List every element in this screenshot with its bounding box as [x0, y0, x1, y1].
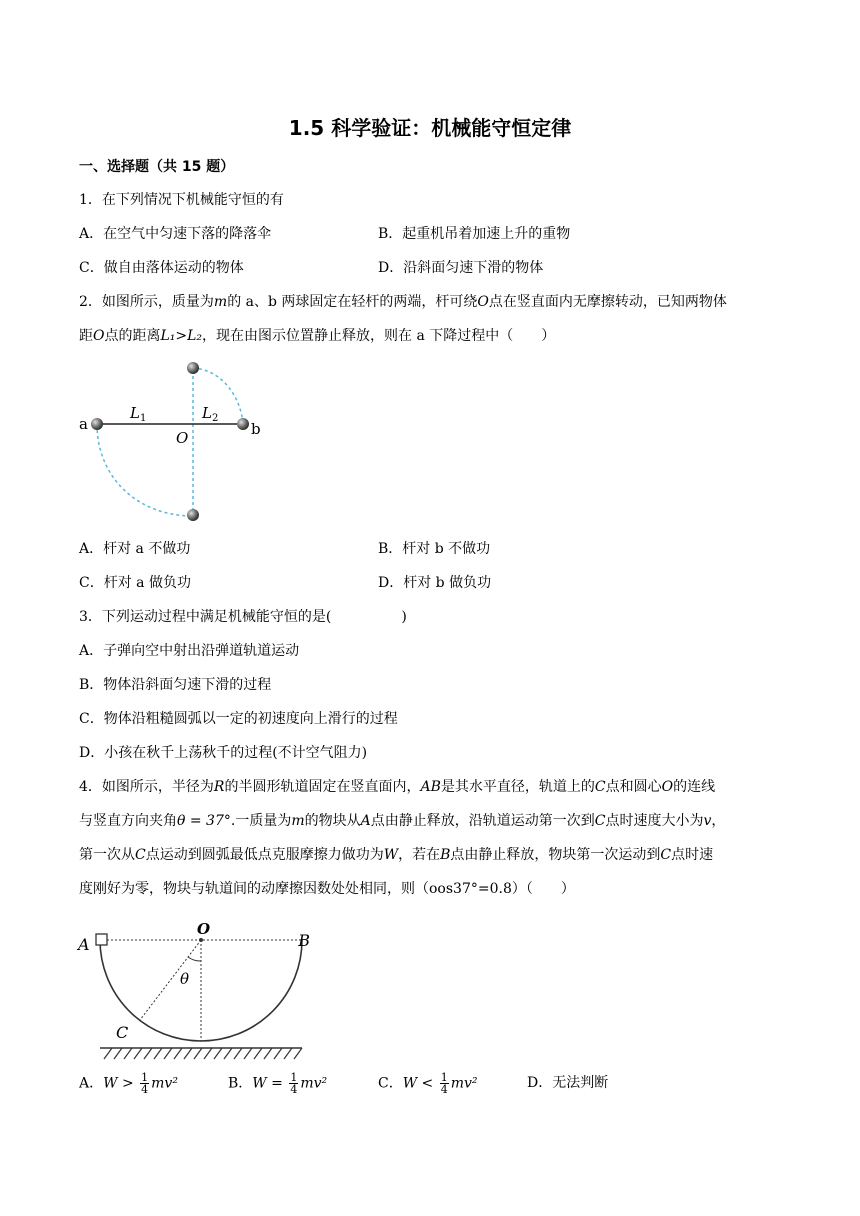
text: 的半圆形轨道固定在竖直面内， — [224, 779, 421, 795]
text: 点的距离 — [104, 328, 161, 344]
question-2-stem-line-2 — [79, 326, 555, 346]
question-3-option-a: A．子弹向空中射出沿弹道轨道运动 — [79, 643, 300, 659]
section-heading: 一、选择题（共 15 题） — [79, 159, 235, 175]
label-L1-sub: 1 — [139, 413, 147, 424]
text: 距 — [79, 328, 93, 344]
text: 点由静止释放，物块第一次运动到 — [450, 847, 661, 863]
inequality: L₁>L₂ — [160, 328, 203, 344]
text: 点由静止释放，沿轨道运动第一次到 — [370, 813, 595, 829]
question-1-option-c: C．做自由落体运动的物体 — [79, 260, 244, 276]
question-1-stem: 1．在下列情况下机械能守恒的有 — [79, 192, 284, 208]
var-AB: AB — [420, 779, 441, 795]
var-R: R — [213, 779, 225, 795]
text: 点时速 — [671, 847, 714, 863]
label-L2-sub: 2 — [211, 413, 219, 424]
question-2-option-d: D．杆对 b 做负功 — [378, 575, 492, 591]
var-O: O — [661, 779, 674, 795]
text: 点在竖直面内无摩擦转动，已知两物体 — [488, 294, 727, 310]
fraction-denominator: 4 — [141, 1083, 149, 1096]
fraction-denominator: 4 — [440, 1083, 448, 1096]
question-3-option-d: D．小孩在秋千上荡秋千的过程(不计空气阻力) — [79, 745, 368, 761]
ball-b — [237, 418, 249, 430]
question-2-option-a: A．杆对 a 不做功 — [79, 541, 191, 557]
text: 点和圆心 — [605, 779, 662, 795]
var-m: m — [291, 813, 305, 829]
option-prefix: C． — [378, 1075, 403, 1092]
label-C: C — [116, 1023, 129, 1042]
question-2-option-c: C．杆对 a 做负功 — [79, 575, 191, 591]
var-C: C — [135, 847, 146, 863]
question-3-option-b: B．物体沿斜面匀速下滑的过程 — [79, 677, 272, 693]
question-1-option-d: D．沿斜面匀速下滑的物体 — [378, 260, 544, 276]
operator: > — [117, 1075, 139, 1092]
radius-to-c — [140, 940, 201, 1020]
fraction-numerator: 1 — [290, 1071, 298, 1084]
text: ，现在由图示位置静止释放，则在 a 下降过程中（ ） — [202, 328, 556, 344]
fraction — [140, 1072, 149, 1095]
angle-expr: θ = 37° — [177, 813, 231, 829]
label-b: b — [251, 420, 261, 438]
question-2-option-b: B．杆对 b 不做功 — [378, 541, 491, 557]
question-4-stem-line-3 — [79, 845, 713, 865]
fraction — [440, 1072, 449, 1095]
text: 2．如图所示，质量为 — [79, 294, 214, 310]
text: ， — [711, 813, 726, 829]
var-W: W — [383, 847, 399, 863]
mv-squared: mv² — [151, 1075, 178, 1092]
ball-bottom — [187, 509, 199, 521]
center-dot — [199, 938, 203, 942]
text: .一质量为 — [230, 813, 292, 829]
label-L2-main: L — [202, 404, 212, 422]
option-prefix: A． — [79, 1075, 104, 1092]
ground-hatching — [104, 1048, 302, 1059]
var-m: m — [213, 294, 228, 310]
text: 的 a、b 两球固定在轻杆的两端，杆可绕 — [227, 294, 478, 310]
ball-a — [91, 418, 103, 430]
question-2-figure — [78, 358, 278, 528]
block — [96, 934, 107, 945]
question-1-option-a: A．在空气中匀速下落的降落伞 — [79, 226, 272, 242]
label-L1-main: L — [130, 404, 140, 422]
var-W: W — [103, 1075, 118, 1092]
question-2-stem-line-1 — [79, 292, 727, 312]
question-3-option-c: C．物体沿粗糙圆弧以一定的初速度向上滑行的过程 — [79, 711, 398, 727]
var-B: B — [440, 847, 451, 863]
var-W: W — [252, 1075, 267, 1092]
mv-squared: mv² — [300, 1075, 328, 1092]
question-4-option-a — [79, 1072, 178, 1095]
question-4-option-d: D．无法判断 — [527, 1075, 609, 1091]
text: 的物块从 — [304, 813, 361, 829]
var-A: A — [360, 813, 371, 829]
var-W: W — [402, 1075, 418, 1092]
option-prefix: B． — [228, 1075, 253, 1092]
text: 的连线 — [673, 779, 716, 795]
label-O: O — [176, 429, 189, 447]
label-L1 — [129, 404, 146, 424]
label-O: O — [197, 920, 211, 938]
question-4-option-c — [378, 1072, 478, 1095]
var-O: O — [93, 328, 105, 344]
text: ，若在 — [398, 847, 441, 863]
fraction-numerator: 1 — [440, 1071, 448, 1084]
text: 是其水平直径，轨道上的 — [440, 779, 595, 795]
label-a: a — [79, 415, 88, 433]
label-L2 — [201, 404, 218, 424]
mv-squared: mv² — [450, 1075, 478, 1092]
question-3-stem: 3．下列运动过程中满足机械能守恒的是( ) — [79, 609, 407, 625]
label-theta: θ — [180, 970, 190, 988]
text: 与竖直方向夹角 — [79, 813, 177, 829]
page-title: 1.5 科学验证：机械能守恒定律 — [288, 116, 572, 140]
var-C: C — [660, 847, 672, 863]
var-v: v — [703, 813, 712, 829]
var-C: C — [594, 813, 606, 829]
fraction-numerator: 1 — [141, 1071, 149, 1084]
angle-arc — [188, 957, 201, 961]
ball-top — [187, 362, 199, 374]
question-4-stem-line-4: 度刚好为零，物块与轨道间的动摩擦因数处处相同，则（oos37°=0.8）（ ） — [79, 881, 575, 897]
operator: < — [417, 1075, 438, 1092]
text: 4．如图所示，半径为 — [79, 779, 214, 795]
question-4-stem-line-1 — [79, 777, 715, 797]
fraction-denominator: 4 — [290, 1083, 298, 1096]
question-4-option-b — [228, 1072, 327, 1095]
text: 第一次从 — [79, 847, 135, 863]
question-4-figure — [76, 918, 310, 1062]
operator: = — [266, 1075, 288, 1092]
question-1-option-b: B．起重机吊着加速上升的重物 — [378, 226, 571, 242]
question-4-stem-line-2 — [79, 811, 725, 831]
text: 点运动到圆弧最低点克服摩擦力做功为 — [145, 847, 384, 863]
var-C: C — [594, 779, 606, 795]
label-B: B — [298, 931, 310, 950]
text: 点时速度大小为 — [605, 813, 704, 829]
label-A: A — [78, 935, 90, 954]
fraction — [289, 1072, 298, 1095]
var-O: O — [477, 294, 489, 310]
